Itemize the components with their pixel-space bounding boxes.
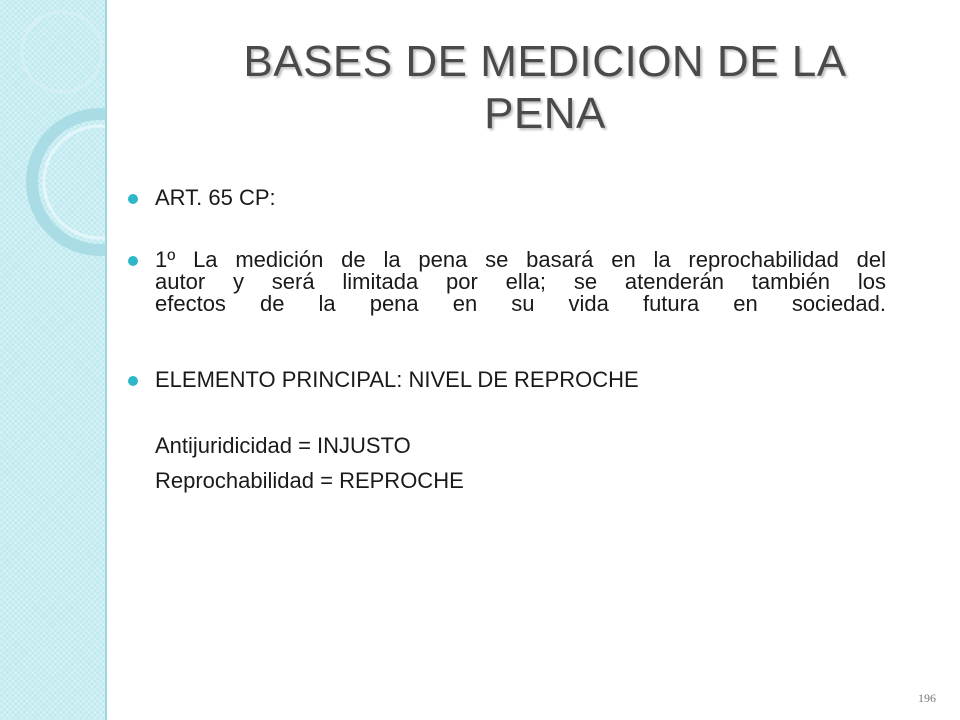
sub-line-reprochabilidad: Reprochabilidad = REPROCHE [155,468,464,493]
bullet-dot-icon [128,256,138,266]
bullet-main-element-text: ELEMENTO PRINCIPAL: NIVEL DE REPROCHE [155,367,639,392]
slide-number: 196 [918,691,936,705]
decorative-side-strip [0,0,107,720]
bullet-main-element [128,369,886,391]
bullet-dot-icon [128,376,138,386]
bullet-article [128,187,886,209]
bullet-dot-icon [128,194,138,204]
quote-line-3: efectos de la pena en su vida futura en sociedad. [155,291,886,316]
sub-line-antijuridicidad: Antijuridicidad = INJUSTO [155,433,411,458]
small-ring-shape [22,12,102,92]
title-line-1: BASES DE MEDICION DE LA [243,37,847,86]
bullet-article-text: ART. 65 CP: [155,185,276,210]
decorative-circles [0,0,105,720]
quote-line-2: autor y será limitada por ella; se atenderán también los [155,269,886,294]
slide-title [200,36,890,140]
slide-body [128,182,886,492]
bullet-article-text-quote [128,249,886,315]
title-line-2: PENA [484,89,606,138]
quote-line-1: 1º La medición de la pena se basará en la reprochabilidad del [155,247,886,272]
inner-ring-shape [44,126,105,238]
